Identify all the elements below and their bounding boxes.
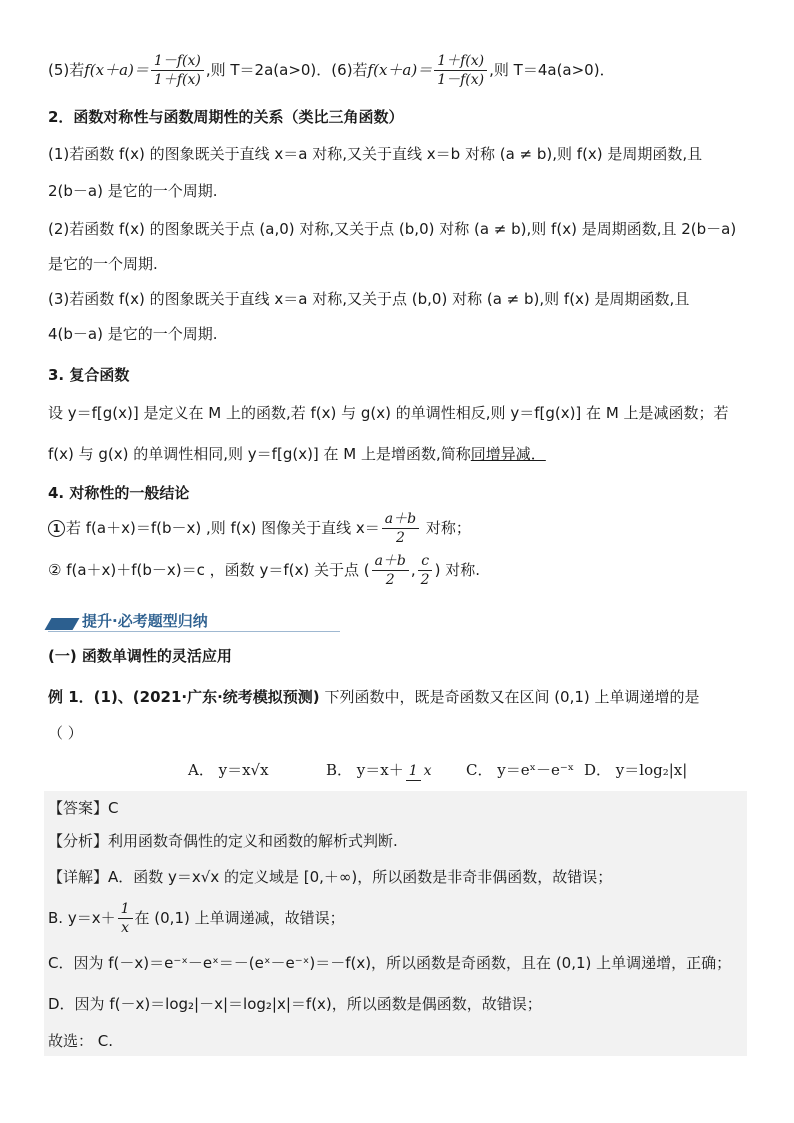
section4-line2 xyxy=(48,550,480,590)
section4-l2-fraction1 xyxy=(372,552,409,589)
section4-l2d2: 2 xyxy=(420,572,430,588)
analysis-line: 【分析】利用函数奇偶性的定义和函数的解析式判断. xyxy=(48,832,398,850)
detail-c: C．因为 f(－x)＝e⁻ˣ－eˣ＝－(eˣ－e⁻ˣ)＝－f(x)，所以函数是奇函数，且在 (0,1) 上单调递增，正确； xyxy=(48,954,732,972)
section4-l1b: 对称； xyxy=(421,519,471,537)
section4-l2sep: , xyxy=(410,561,416,579)
banner-title: 提升·必考题型归纳 xyxy=(82,612,208,630)
example-paren: （ ） xyxy=(48,724,83,742)
item5-tail: ,则 T＝2a(a>0)． xyxy=(205,61,332,79)
option-b-fraction xyxy=(406,762,435,781)
item6-num: 1＋f(x) xyxy=(434,52,487,71)
detail-b-post: 在 (0,1) 上单调递减，故错误； xyxy=(134,909,345,927)
banner-rule xyxy=(48,631,340,632)
item5-num: 1－f(x) xyxy=(151,52,204,71)
item5-fraction xyxy=(151,52,204,89)
option-b xyxy=(326,752,466,788)
detail-a: 【详解】A．函数 y＝x√x 的定义域是 [0,＋∞)，所以函数是非奇非偶函数，故错误； xyxy=(48,868,613,886)
example-options xyxy=(188,752,687,788)
section4-l2n1: a＋b xyxy=(372,552,409,571)
answer-line: 【答案】C xyxy=(48,799,119,817)
detail-b-den: x xyxy=(121,920,129,936)
section4-l2-fraction2 xyxy=(418,552,433,589)
section3-p2-text: f(x) 与 g(x) 的单调性相同,则 y＝f[g(x)] 在 M 上是增函数,简称 xyxy=(48,445,471,463)
subsection-title: (一) 函数单调性的灵活应用 xyxy=(48,647,232,665)
section-banner xyxy=(48,610,340,632)
circle-two-marker: ② xyxy=(48,561,62,579)
item-5-6 xyxy=(48,50,615,90)
option-a: A． y＝x√x xyxy=(188,761,269,779)
section4-l2n2: c xyxy=(418,552,432,571)
example-stem-text: 下列函数中，既是奇函数又在区间 (0,1) 上单调递增的是 xyxy=(319,688,700,706)
circle-one-marker: 1 xyxy=(48,520,65,537)
item6-den: 1－f(x) xyxy=(437,72,485,88)
section4-title: 4. 对称性的一般结论 xyxy=(48,484,190,502)
item5-lead: (5)若 xyxy=(48,61,85,79)
section2-p1b: 2(b－a) 是它的一个周期. xyxy=(48,182,218,200)
detail-d: D．因为 f(－x)＝log₂|－x|＝log₂|x|＝f(x)，所以函数是偶函数，故错误； xyxy=(48,995,542,1013)
section4-l1den: 2 xyxy=(395,530,405,546)
section2-p2a: (2)若函数 f(x) 的图象既关于点 (a,0) 对称,又关于点 (b,0) 对称 (a ≠ b),则 f(x) 是周期函数,且 2(b－a) xyxy=(48,220,737,238)
section2-title: 2．函数对称性与函数周期性的关系（类比三角函数） xyxy=(48,108,404,126)
item6-lead: (6)若 xyxy=(331,61,368,79)
section4-l1a: 若 f(a＋x)＝f(b－x) ,则 f(x) 图像关于直线 x＝ xyxy=(66,519,380,537)
section2-p1a: (1)若函数 f(x) 的图象既关于直线 x＝a 对称,又关于直线 x＝b 对称 (a ≠ b),则 f(x) 是周期函数,且 xyxy=(48,145,703,163)
item6-tail: ,则 T＝4a(a>0)． xyxy=(489,61,615,79)
final-choice: 故选： C. xyxy=(48,1032,114,1050)
section4-l2a: f(a＋x)＋f(b－x)＝c ，函数 y＝f(x) 关于点 ( xyxy=(61,561,370,579)
section2-p3b: 4(b－a) 是它的一个周期. xyxy=(48,325,218,343)
detail-b-num: 1 xyxy=(118,900,133,919)
option-b-num: 1 xyxy=(406,762,421,781)
option-c: C． y＝eˣ－e⁻ˣ xyxy=(466,761,575,779)
section4-line1 xyxy=(48,508,471,548)
option-b-pre: B． y＝x＋ xyxy=(326,761,404,779)
item6-fraction xyxy=(434,52,487,89)
item5-den: 1＋f(x) xyxy=(153,72,201,88)
option-d: D． y＝log₂|x| xyxy=(584,761,688,779)
detail-b xyxy=(48,898,345,938)
option-b-den: x xyxy=(423,762,432,779)
detail-b-fraction xyxy=(118,900,133,937)
item5-lhs: f(x＋a)＝ xyxy=(84,61,149,79)
section4-l2b: ) 对称. xyxy=(434,561,480,579)
section4-l1-fraction xyxy=(382,510,419,547)
detail-b-pre: B. y＝x＋ xyxy=(48,909,116,927)
example-stem xyxy=(48,686,700,708)
section3-p2 xyxy=(48,443,546,465)
section3-underlined-phrase: 同增异减． xyxy=(470,445,546,463)
section4-l1num: a＋b xyxy=(382,510,419,529)
section4-l2d1: 2 xyxy=(385,572,395,588)
section2-p2b: 是它的一个周期. xyxy=(48,255,158,273)
banner-bar-icon xyxy=(45,618,80,630)
section2-p3a: (3)若函数 f(x) 的图象既关于直线 x＝a 对称,又关于点 (b,0) 对称 (a ≠ b),则 f(x) 是周期函数,且 xyxy=(48,290,690,308)
example-label: 例 1．(1)、(2021·广东·统考模拟预测) xyxy=(48,688,320,706)
section3-title: 3. 复合函数 xyxy=(48,366,130,384)
item6-lhs: f(x＋a)＝ xyxy=(367,61,433,79)
section3-p1: 设 y＝f[g(x)] 是定义在 M 上的函数,若 f(x) 与 g(x) 的单调性相反,则 y＝f[g(x)] 在 M 上是减函数；若 xyxy=(48,404,729,422)
